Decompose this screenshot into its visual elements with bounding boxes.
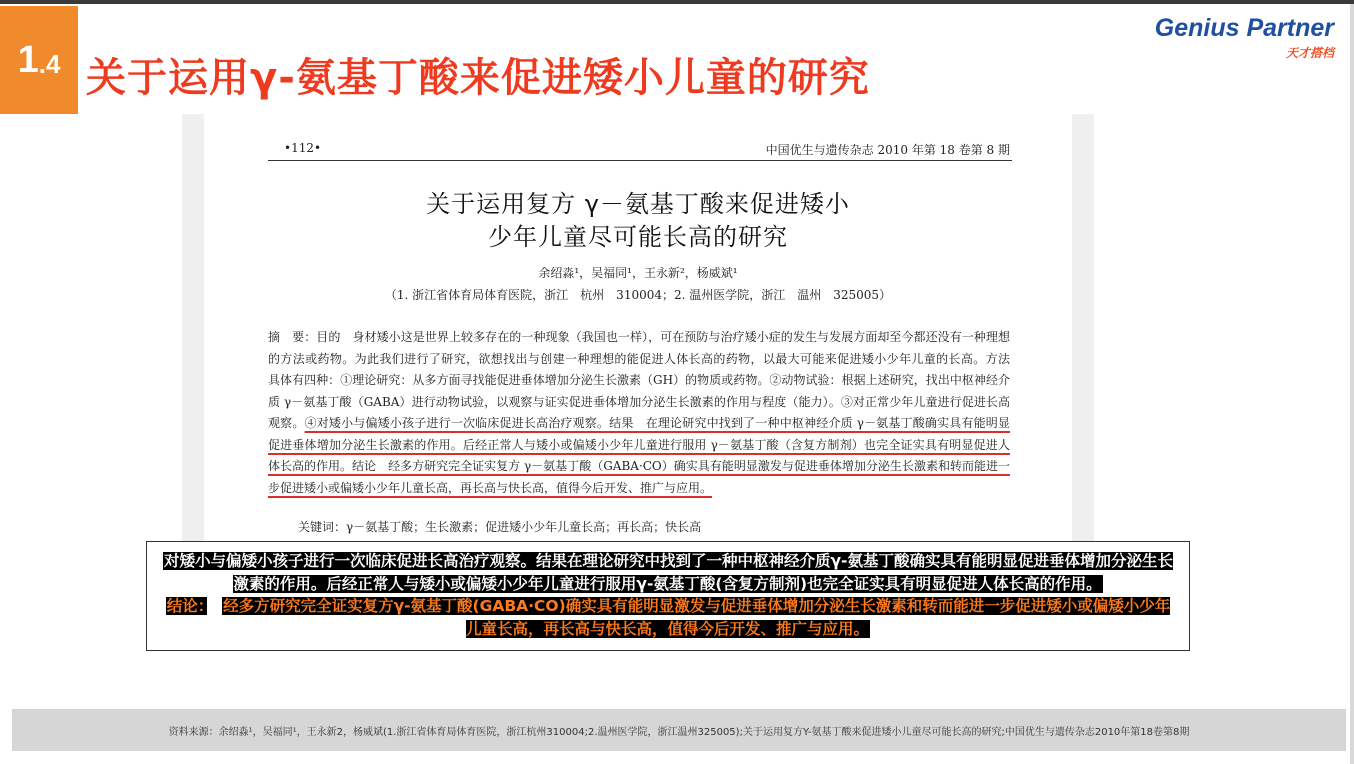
paper-keywords: 关键词：γ－氨基丁酸；生长激素；促进矮小少年儿童长高；再长高；快长高	[298, 520, 702, 534]
callout-results: 对矮小与偏矮小孩子进行一次临床促进长高治疗观察。结果在理论研究中找到了一种中枢神经介质γ-氨基丁酸确实具有能明显促进垂体增加分泌生长激素的作用。后经正常人与矮小或偏矮小少年儿童进行服用γ-氨基丁酸(含复方制剂)也完全证实具有明显促进人体长高的作用。	[164, 552, 1173, 593]
paper-authors: 余绍淼¹，吴福同¹，王永新²，杨威斌¹	[538, 266, 738, 280]
abstract-underlined: ④对矮小与偏矮小孩子进行一次临床促进长高治疗观察。结果 在理论研究中找到了一种中枢神经介质 γ－氨基丁酸确实具有能明显促进垂体增加分泌生长激素的作用。后经正常人与矮小或偏矮小少年儿童进行服用 γ－氨基丁酸（含复方制剂）也完全证实具有明显促进人体长高的作用。结论 经多方研究完全证实复方 γ－氨基丁酸（GABA·CO）确实具有能明显激发与促进垂体增加分泌生长激素和转而能进一步促进矮小或偏矮小少年儿童长高，再长高与快长高，值得今后开发、推广与应用。	[268, 416, 1010, 495]
callout-conclusion-label: 结论：	[166, 597, 206, 615]
section-number-badge	[0, 6, 78, 114]
paper-margin-left	[182, 114, 204, 560]
paper-journal: 中国优生与遗传杂志 2010 年第 18 卷第 8 期	[765, 143, 1010, 157]
callout-conclusion: 经多方研究完全证实复方γ-氨基丁酸(GABA·CO)确实具有能明显激发与促进垂体增加分泌生长激素和转而能进一步促进矮小或偏矮小少年儿童长高，再长高与快长高，值得今后开发、推广与应用。	[223, 597, 1171, 638]
abstract-lead: 摘 要：目的 身材矮小这是世界上较多存在的一种现象（我国也一样），可在预防与治疗矮小症的发生与发展方面却至今都还没有一种理想的方法或药物。为此我们进行了研究，欲想找出与创建一种理想的能促进人体长高的药物，以最大可能来促进矮小少年儿童的长高。方法 具体有四种：①理论研究：从多方面寻找能促进垂体增加分泌生长激素（GH）的物质或药物。②动物试验：根据上述研究，找出中枢神经介质 γ－氨基丁酸（GABA）进行动物试验，以观察与证实促进垂体增加分泌生长激素的作用与程度（能力）。③对正常少年儿童进行促进长高观察。	[268, 330, 1023, 430]
right-rule	[1350, 4, 1354, 764]
paper-affiliations: （1. 浙江省体育局体育医院，浙江 杭州 310004；2. 温州医学院，浙江 温州 325005）	[384, 288, 892, 302]
brand-subtitle: 天才搭档	[1285, 46, 1334, 60]
paper-margin-right	[1072, 114, 1094, 560]
paper-scan	[204, 114, 1072, 560]
section-subnumber: .4	[38, 49, 61, 79]
callout-box	[146, 541, 1190, 651]
paper-page-number: •112•	[284, 141, 322, 155]
paper-title-line-1: 关于运用复方 γ－氨基丁酸来促进矮小	[426, 190, 850, 218]
paper-header-rule	[268, 160, 1012, 161]
brand-logo	[1155, 14, 1334, 61]
paper-title	[204, 188, 1072, 254]
slide-title: 关于运用γ-氨基丁酸来促进矮小儿童的研究	[86, 55, 870, 101]
source-text: 资料来源：余绍淼¹，吴福同¹，王永新2，杨威斌(1.浙江省体育局体育医院，浙江杭州310004;2.温州医学院，浙江温州325005);关于运用复方Y-氨基丁酸来促进矮小儿童尽可能长高的研究;中国优生与遗传杂志2010年第18卷第8期	[168, 726, 1190, 738]
source-footer	[12, 709, 1346, 751]
section-number: 1	[17, 39, 39, 81]
paper-abstract	[268, 327, 1023, 499]
brand-name: Genius Partner	[1154, 14, 1334, 42]
top-rule	[0, 0, 1354, 4]
paper-title-line-2: 少年儿童尽可能长高的研究	[488, 223, 788, 251]
